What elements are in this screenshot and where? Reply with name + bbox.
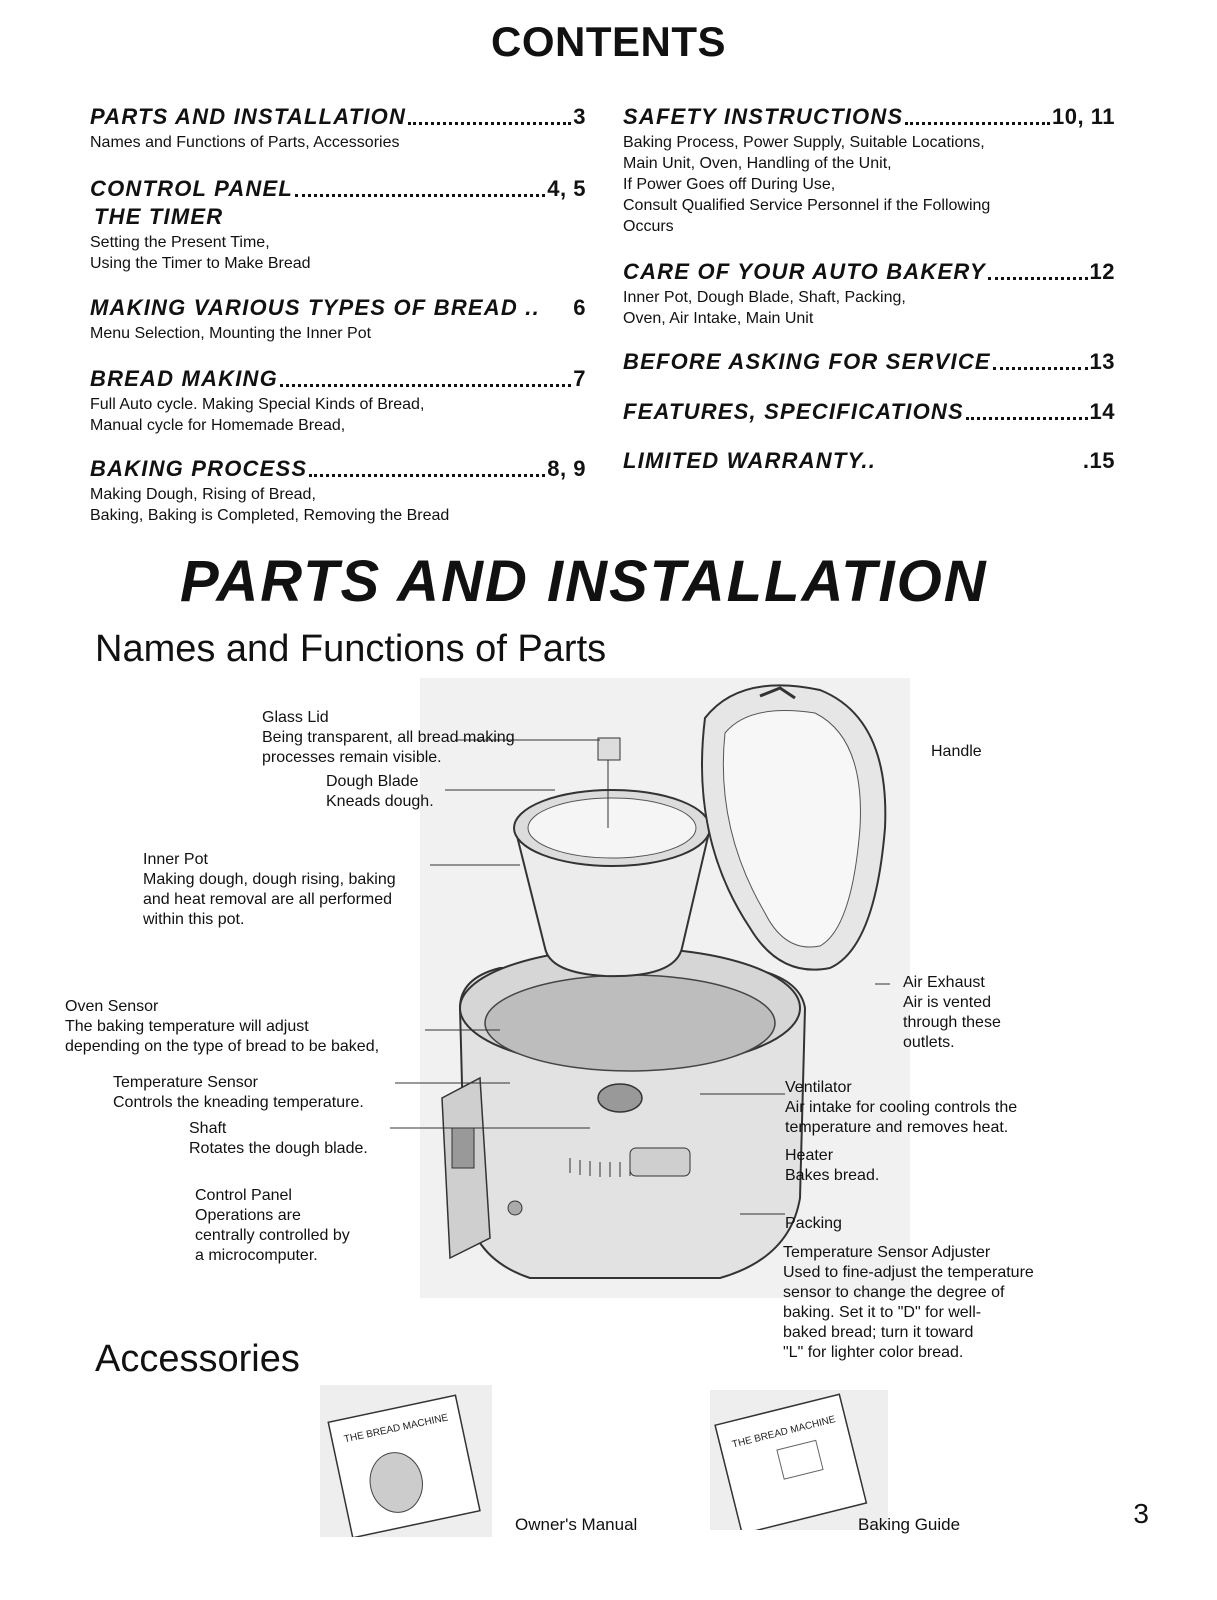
label-heater-desc: Bakes bread.	[785, 1167, 880, 1184]
toc-subtopics: Menu Selection, Mounting the Inner Pot	[90, 325, 372, 342]
toc-heading: CONTROL PANEL	[90, 176, 294, 201]
toc-heading: FEATURES, SPECIFICATIONS	[623, 399, 964, 424]
toc-subtopics: Names and Functions of Parts, Accessories	[90, 134, 400, 151]
owners-manual-book-title: THE BREAD MACHINE	[343, 1412, 450, 1446]
label-air-exhaust	[903, 953, 1001, 1053]
toc-subtopics: Setting the Present Time, Using the Timer to Make Bread	[90, 234, 311, 272]
label-glass-lid-name: Glass Lid	[262, 709, 329, 726]
toc-page: 14	[1089, 399, 1115, 424]
toc-heading-secondary: THE TIMER	[94, 204, 224, 229]
label-ventilator-desc: Air intake for cooling controls the temperature and removes heat.	[785, 1099, 1018, 1136]
toc-heading: MAKING VARIOUS TYPES OF BREAD ..	[90, 295, 540, 320]
label-inner-pot-desc: Making dough, dough rising, baking and heat removal are all performed within this pot.	[143, 871, 396, 928]
page-number: 3	[1133, 1498, 1149, 1529]
label-dough-blade-name: Dough Blade	[326, 773, 419, 790]
toc-subtopics: Making Dough, Rising of Bread, Baking, Baking is Completed, Removing the Bread	[90, 486, 450, 524]
baking-guide-image	[710, 1390, 888, 1530]
toc-heading: PARTS AND INSTALLATION	[90, 104, 407, 129]
toc-page: 8, 9	[547, 456, 586, 481]
toc-subtopics: Baking Process, Power Supply, Suitable Locations, Main Unit, Oven, Handling of the Unit, If Power Goes off During Use, Consult Qualified Service Personnel if the Following Occurs	[623, 134, 991, 235]
label-shaft	[189, 1099, 368, 1159]
label-control-panel-name: Control Panel	[195, 1187, 292, 1204]
accessories-heading: Accessories	[95, 1338, 300, 1380]
toc-heading: LIMITED WARRANTY..	[623, 448, 877, 473]
label-inner-pot	[143, 830, 396, 930]
label-temperature-sensor-name: Temperature Sensor	[113, 1074, 258, 1091]
label-temperature-sensor-desc: Controls the kneading temperature.	[113, 1094, 364, 1111]
label-temp-sensor-adjuster-name: Temperature Sensor Adjuster	[783, 1244, 991, 1261]
label-temp-sensor-adjuster-desc: Used to fine-adjust the temperature sensor to change the degree of baking. Set it to "D" for well- baked bread; turn it toward "L" for lighter color bread.	[783, 1264, 1034, 1361]
label-oven-sensor-name: Oven Sensor	[65, 998, 159, 1015]
names-functions-heading: Names and Functions of Parts	[95, 628, 607, 670]
toc-page: .15	[1082, 448, 1115, 473]
label-temp-sensor-adjuster	[783, 1223, 1034, 1363]
label-control-panel	[195, 1166, 350, 1266]
contents-title: CONTENTS	[491, 18, 726, 65]
toc-heading: BEFORE ASKING FOR SERVICE	[623, 349, 991, 374]
baking-guide-book-title: THE BREAD MACHINE	[731, 1414, 837, 1451]
label-packing-name: Packing	[785, 1215, 842, 1232]
baking-guide-caption: Baking Guide	[858, 1515, 961, 1534]
toc-heading: BAKING PROCESS	[90, 456, 308, 481]
toc-page: 4, 5	[547, 176, 586, 201]
label-shaft-name: Shaft	[189, 1120, 227, 1137]
section-title: PARTS AND INSTALLATION	[180, 549, 988, 614]
toc-subtopics: Full Auto cycle. Making Special Kinds of Bread, Manual cycle for Homemade Bread,	[90, 396, 425, 434]
toc-page: 7	[573, 366, 586, 391]
toc-page: 12	[1089, 259, 1115, 284]
label-shaft-desc: Rotates the dough blade.	[189, 1140, 368, 1157]
toc-page: 13	[1089, 349, 1115, 374]
label-oven-sensor	[65, 977, 379, 1057]
label-handle	[931, 722, 982, 782]
toc-heading: BREAD MAKING	[90, 366, 278, 391]
label-dough-blade-desc: Kneads dough.	[326, 793, 434, 810]
label-heater	[785, 1126, 879, 1186]
label-ventilator-name: Ventilator	[785, 1079, 852, 1096]
label-inner-pot-name: Inner Pot	[143, 851, 208, 868]
label-handle-name: Handle	[931, 743, 982, 760]
owners-manual-caption: Owner's Manual	[515, 1515, 638, 1534]
label-air-exhaust-desc: Air is vented through these outlets.	[903, 994, 1001, 1051]
label-oven-sensor-desc: The baking temperature will adjust depending on the type of bread to be baked,	[65, 1018, 380, 1055]
label-control-panel-desc: Operations are centrally controlled by a microcomputer.	[195, 1207, 350, 1264]
owners-manual-image	[320, 1385, 492, 1537]
label-glass-lid-desc: Being transparent, all bread making processes remain visible.	[262, 729, 515, 766]
label-air-exhaust-name: Air Exhaust	[903, 974, 985, 991]
toc-subtopics: Inner Pot, Dough Blade, Shaft, Packing, Oven, Air Intake, Main Unit	[623, 289, 906, 327]
toc-heading: SAFETY INSTRUCTIONS	[623, 104, 904, 129]
toc-page: 3	[573, 104, 586, 129]
label-dough-blade	[326, 752, 434, 812]
label-heater-name: Heater	[785, 1147, 834, 1164]
toc-page: 10, 11	[1052, 104, 1115, 129]
toc-page: 6	[573, 295, 586, 320]
toc-heading: CARE OF YOUR AUTO BAKERY	[623, 259, 986, 284]
